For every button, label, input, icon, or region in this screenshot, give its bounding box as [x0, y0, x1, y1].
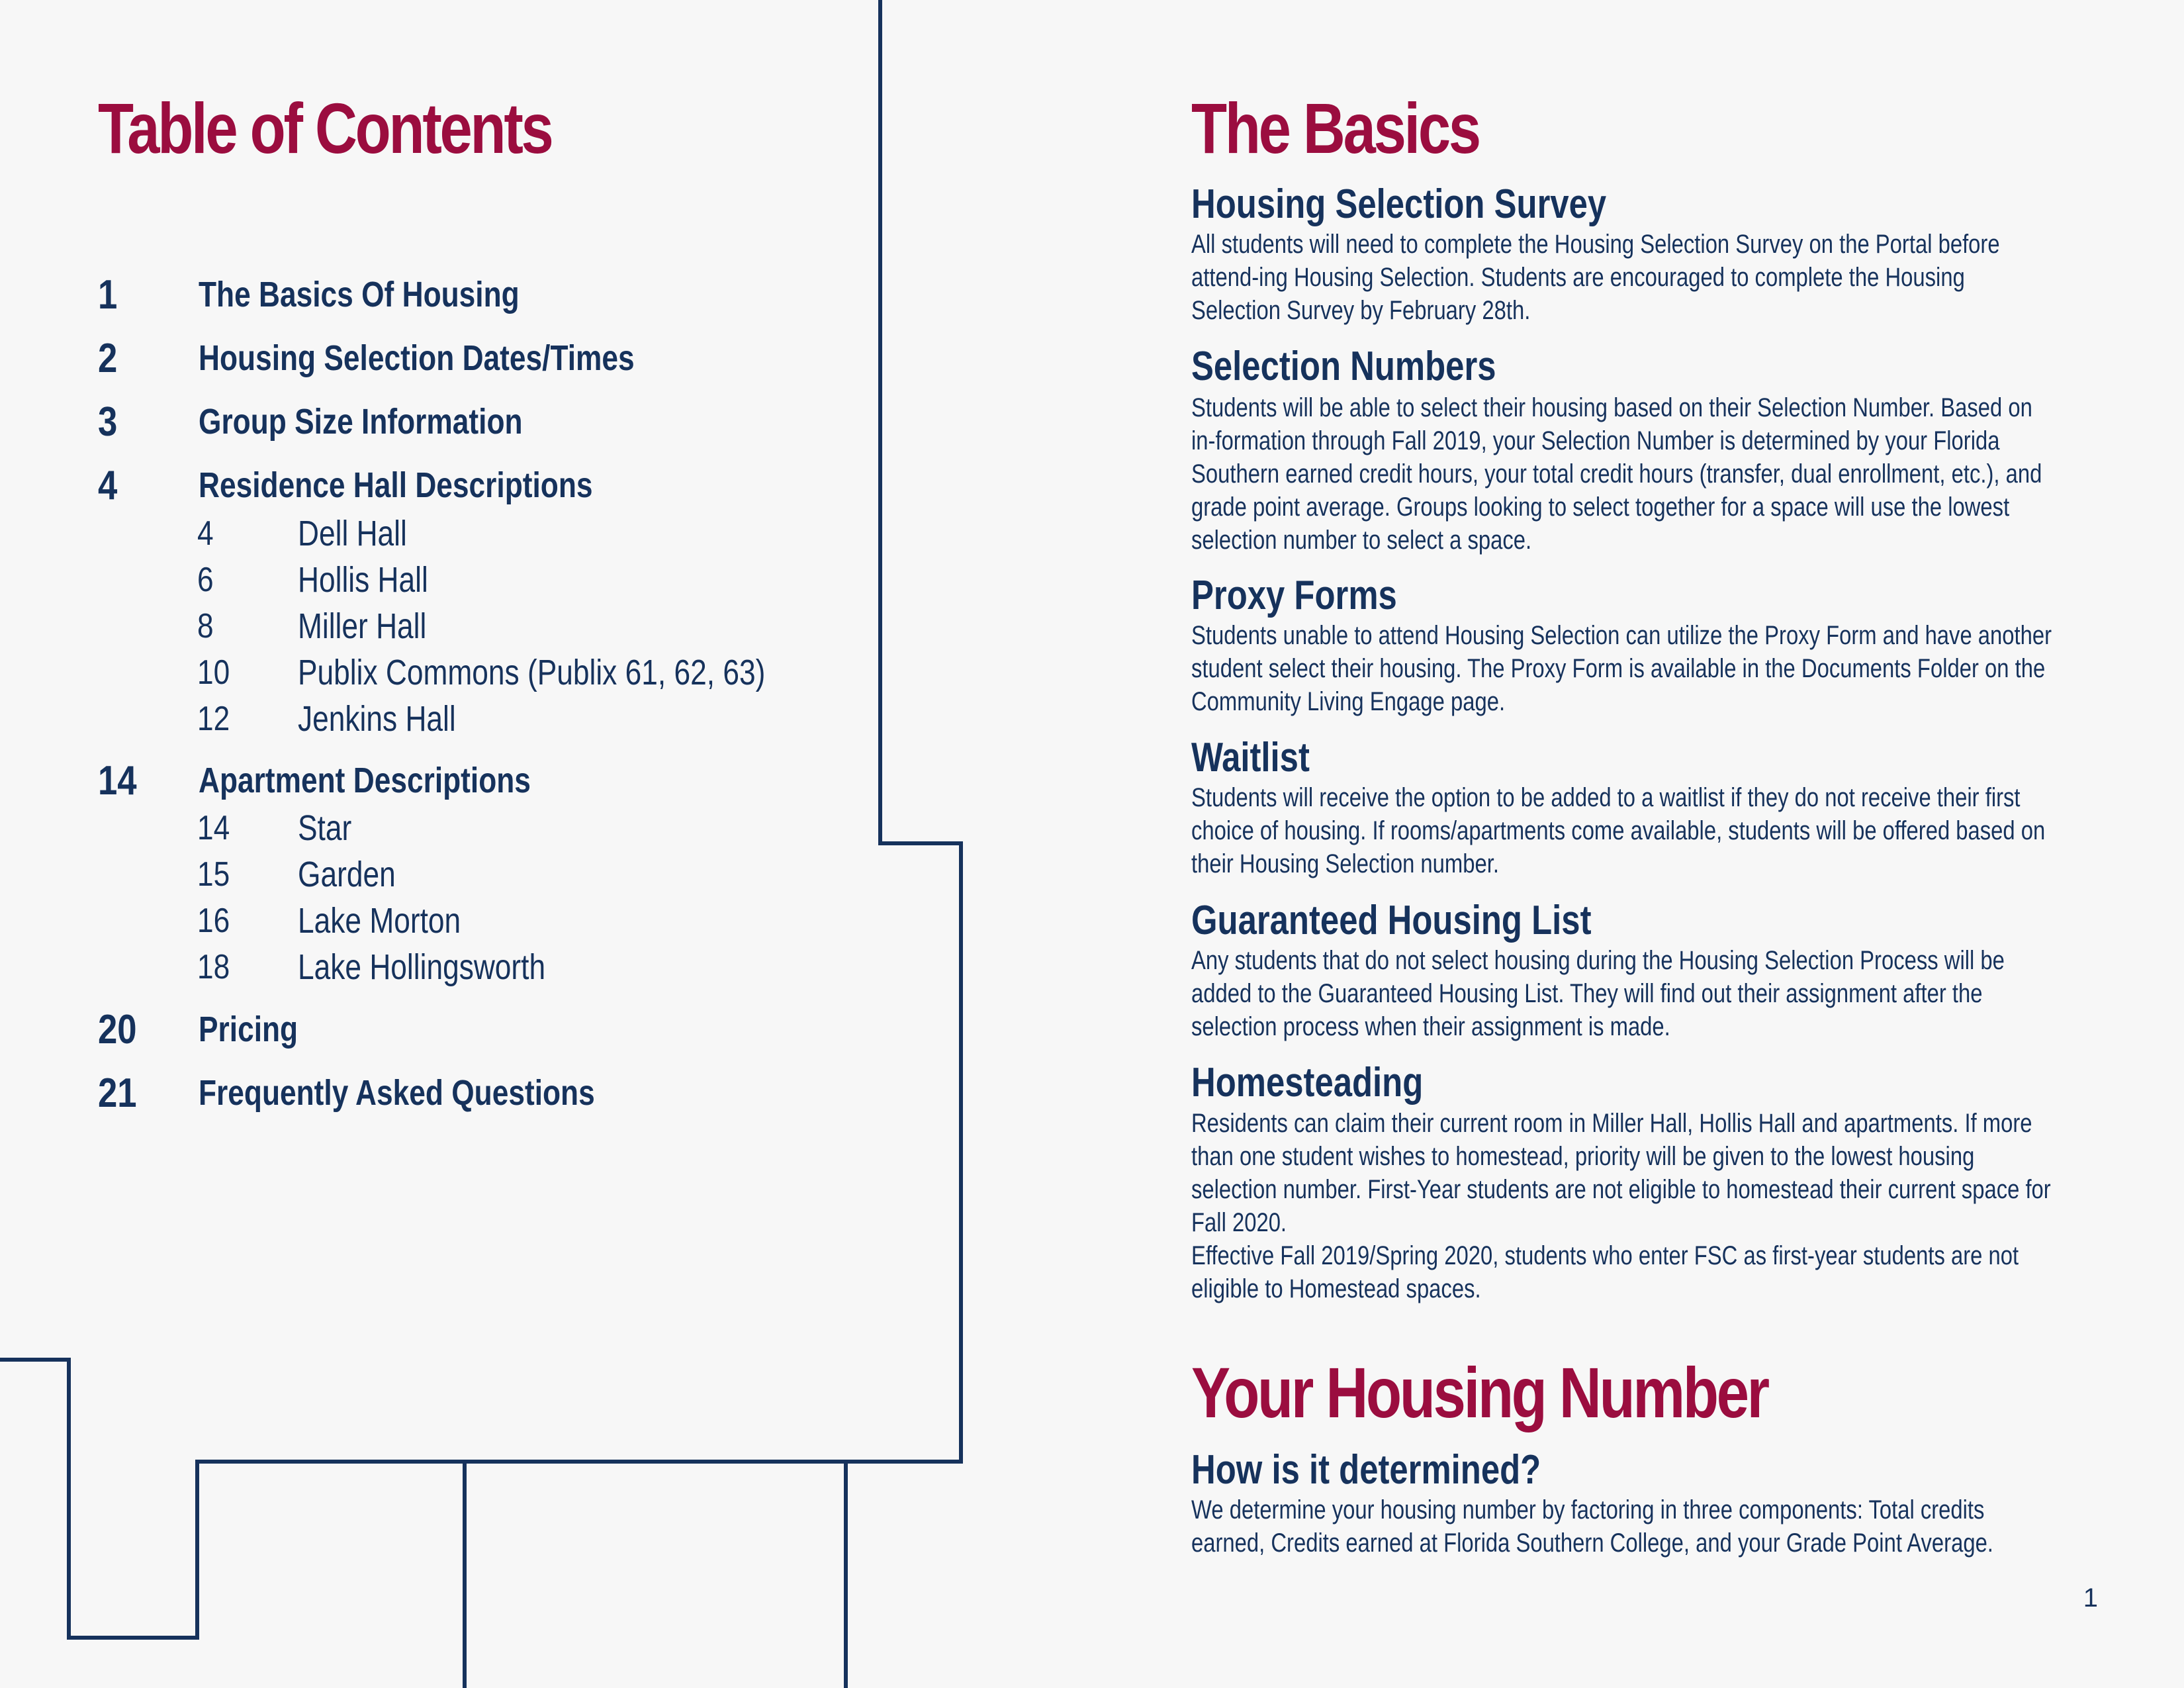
- toc-sub-entry-lake-hollingsworth[interactable]: [197, 944, 600, 990]
- basics-title: The Basics: [1191, 88, 1479, 168]
- toc-sub-entry-garden[interactable]: [197, 851, 417, 898]
- toc-sub-number: 14: [197, 809, 230, 847]
- toc-entry-number: 20: [98, 1006, 137, 1053]
- toc-sub-number: 15: [197, 855, 230, 894]
- toc-sub-number: 12: [197, 700, 230, 738]
- toc-sub-entry-star[interactable]: [197, 805, 363, 851]
- toc-entry-label: Apartment Descriptions: [199, 761, 531, 800]
- toc-entry-number: 1: [98, 271, 118, 318]
- toc-entry-number: 3: [98, 399, 118, 445]
- section-heading-housing-selection-survey: Housing Selection Survey: [1191, 181, 1607, 227]
- toc-sub-label: Dell Hall: [298, 514, 407, 553]
- toc-sub-label: Publix Commons (Publix 61, 62, 63): [298, 653, 766, 692]
- section-heading-how-determined: How is it determined?: [1191, 1447, 1541, 1493]
- housing-number-title: Your Housing Number: [1191, 1352, 1768, 1432]
- toc-sub-label: Lake Morton: [298, 901, 461, 941]
- section-heading-guaranteed-housing-list: Guaranteed Housing List: [1191, 898, 1592, 943]
- section-body-how-determined: We determine your housing number by factoring in three components: Total credits earned, Credits earned at Florida Southern College, and your Grade Point Average.: [1191, 1495, 1993, 1558]
- toc-entry-label: Frequently Asked Questions: [199, 1073, 595, 1113]
- page-number: 1: [2083, 1583, 2098, 1613]
- section-body-homesteading: Residents can claim their current room in Miller Hall, Hollis Hall and apartments. If more than one student wishes to homestead, priority will be given to the lowest housing selection number. First-Year students are not eligible to homestead their current space for Fall 2020.: [1191, 1109, 2051, 1237]
- section-heading-proxy-forms: Proxy Forms: [1191, 573, 1397, 618]
- toc-sub-entry-hollis-hall[interactable]: [197, 557, 457, 603]
- toc-entry-number: 21: [98, 1070, 137, 1116]
- section-body-proxy-forms: Students unable to attend Housing Selection can utilize the Proxy Form and have another student select their housing. The Proxy Form is available in the Documents Folder on the Community Living Engage page.: [1191, 621, 2052, 716]
- toc-entry-1[interactable]: [98, 268, 590, 321]
- section-heading-homesteading: Homesteading: [1191, 1060, 1424, 1105]
- toc-entry-14[interactable]: [98, 754, 604, 807]
- toc-sub-label: Lake Hollingsworth: [298, 947, 546, 987]
- toc-entry-label: Residence Hall Descriptions: [199, 465, 593, 505]
- section-body-housing-selection-survey: All students will need to complete the Housing Selection Survey on the Portal before attend-ing Housing Selection. Students are encouraged to complete the Housing Selection Survey by February 28th.: [1191, 230, 2000, 325]
- toc-sub-entry-jenkins-hall[interactable]: [197, 696, 490, 742]
- toc-entry-3[interactable]: [98, 395, 594, 448]
- toc-sub-label: Jenkins Hall: [298, 699, 456, 739]
- toc-sub-entry-miller-hall[interactable]: [197, 603, 455, 649]
- toc-entry-label: The Basics Of Housing: [199, 275, 520, 314]
- toc-sub-label: Garden: [298, 855, 396, 894]
- toc-entry-label: Pricing: [199, 1009, 298, 1049]
- toc-sub-label: Miller Hall: [298, 606, 427, 646]
- toc-sub-label: Star: [298, 808, 352, 848]
- toc-sub-number: 16: [197, 902, 230, 940]
- toc-sub-number: 8: [197, 607, 214, 645]
- toc-entry-21[interactable]: [98, 1066, 682, 1119]
- toc-sub-number: 18: [197, 948, 230, 986]
- toc-sub-number: 10: [197, 653, 230, 692]
- toc-entry-label: Housing Selection Dates/Times: [199, 338, 635, 378]
- toc-sub-label: Hollis Hall: [298, 560, 428, 600]
- toc-sub-entry-dell-hall[interactable]: [197, 510, 431, 557]
- toc-entry-2[interactable]: [98, 332, 730, 385]
- toc-title: Table of Contents: [98, 88, 552, 168]
- toc-entry-4[interactable]: [98, 459, 679, 512]
- toc-entry-number: 14: [98, 757, 137, 804]
- section-body-selection-numbers: Students will be able to select their housing based on their Selection Number. Based on in-formation through Fall 2019, your Selection Number is determined by your Florida Southern earned credit hours, your total credit hours (transfer, dual enrollment, etc.), and grade point average. Groups looking to select together for a space will use the lowest selection number to select a space.: [1191, 393, 2042, 555]
- section-heading-waitlist: Waitlist: [1191, 735, 1310, 780]
- section-body-guaranteed-housing-list: Any students that do not select housing during the Housing Selection Process will be added to the Guaranteed Housing List. They will find out their assignment after the selection process when their assignment is made.: [1191, 946, 2005, 1041]
- toc-sub-number: 4: [197, 514, 214, 553]
- toc-entry-20[interactable]: [98, 1003, 320, 1056]
- toc-entry-label: Group Size Information: [199, 402, 523, 442]
- section-body-waitlist: Students will receive the option to be added to a waitlist if they do not receive their first choice of housing. If rooms/apartments come available, students will be offered based on their Housing Selection number.: [1191, 783, 2046, 878]
- toc-sub-entry-publix-commons[interactable]: [197, 649, 868, 696]
- toc-sub-number: 6: [197, 561, 214, 599]
- section-body-homesteading-note: Effective Fall 2019/Spring 2020, students who enter FSC as first-year students are not eligible to Homestead spaces.: [1191, 1241, 2019, 1303]
- toc-entry-number: 4: [98, 462, 118, 508]
- section-heading-selection-numbers: Selection Numbers: [1191, 344, 1496, 389]
- toc-sub-entry-lake-morton[interactable]: [197, 898, 496, 944]
- toc-entry-number: 2: [98, 335, 118, 381]
